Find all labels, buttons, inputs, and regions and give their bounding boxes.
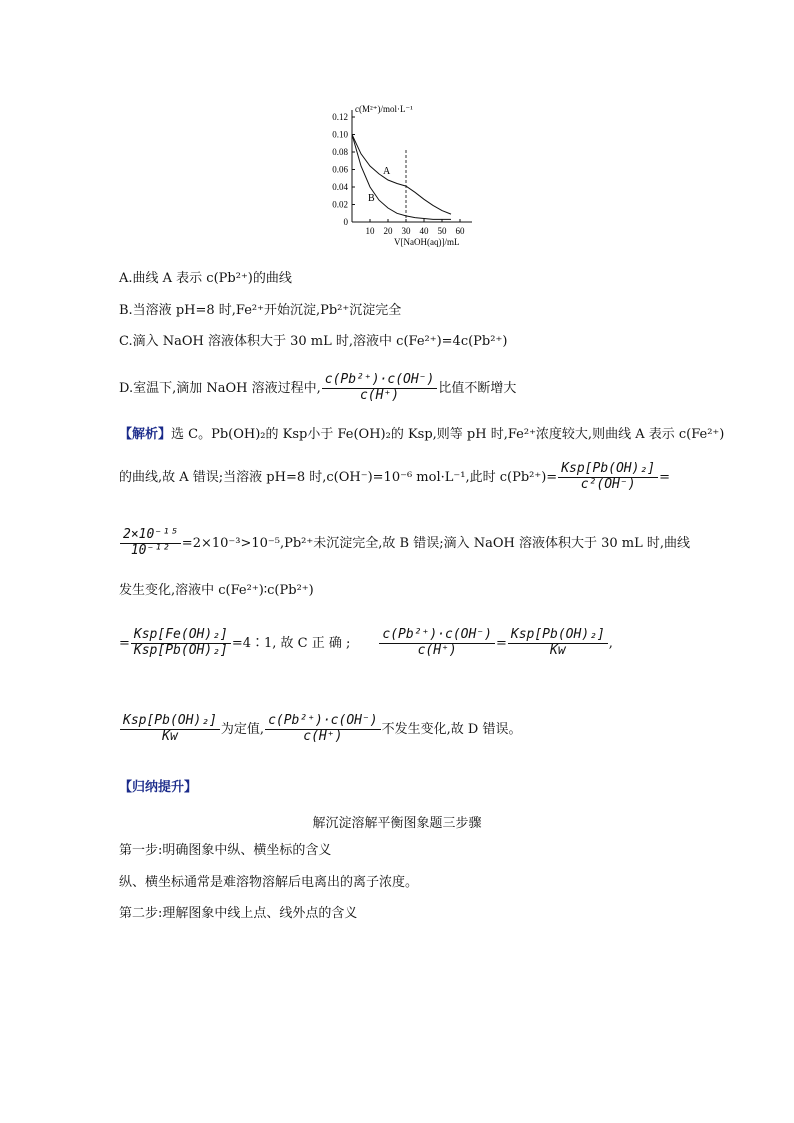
fraction-denominator: Kw [162,728,178,744]
equals-sign: = [659,469,671,485]
fraction-denominator: 10⁻¹² [130,542,170,558]
option-d-prefix: D.室温下,滴加 NaOH 溶液过程中, [119,380,321,396]
option-d-fraction [322,373,438,404]
analysis-text-3: =2×10⁻³>10⁻⁵,Pb²⁺未沉淀完全,故 B 错误;滴入 NaOH 溶液体积大于 30 mL 时,曲线 [181,535,690,551]
fraction-denominator: c(H⁺) [417,642,457,658]
analysis-line-6 [119,714,521,745]
fraction-numerator: Ksp[Fe(OH)₂] [131,628,231,644]
analysis-text-2: 的曲线,故 A 错误;当溶液 pH=8 时,c(OH⁻)=10⁻⁶ mol·L⁻¹,此时 c(Pb²⁺)= [119,469,558,485]
fraction-denominator: c(H⁺) [359,387,400,403]
summary-heading: 解沉淀溶解平衡图象题三步骤 [312,816,482,831]
fraction-denominator: Ksp[Pb(OH)₂] [133,642,228,658]
y-tick-label: 0.12 [332,112,348,122]
x-tick-label: 60 [455,226,465,236]
fraction-denominator: c²(OH⁻) [580,476,636,492]
ksp-ratio-fraction [131,628,231,659]
option-b: B.当溶液 pH=8 时,Fe²⁺开始沉淀,Pb²⁺沉淀完全 [119,303,402,318]
option-c: C.滴入 NaOH 溶液体积大于 30 mL 时,溶液中 c(Fe²⁺)=4c(Pb²⁺) [119,334,508,349]
summary-step-1: 第一步:明确图象中纵、横坐标的含义 [119,843,332,858]
equals-sign: = [119,635,130,651]
ion-product-fraction [379,628,495,659]
summary-step-2: 第二步:理解图象中线上点、线外点的含义 [119,906,358,921]
fraction-denominator: c(H⁺) [303,728,343,744]
fraction-numerator: Ksp[Pb(OH)₂] [508,628,608,644]
curve-a [352,135,451,215]
y-tick-label: 0.06 [332,164,348,175]
value-fraction [120,528,181,559]
analysis-line-4: 发生变化,溶液中 c(Fe²⁺)∶c(Pb²⁺) [119,583,314,598]
fraction-numerator: c(Pb²⁺)·c(OH⁻) [379,628,495,644]
fraction-numerator: c(Pb²⁺)·c(OH⁻) [322,373,438,389]
analysis-text-1: 选 C。Pb(OH)₂的 Ksp小于 Fe(OH)₂的 Ksp,则等 pH 时,Fe²⁺浓度较大,则曲线 A 表示 c(Fe²⁺) [171,427,725,442]
ksp-fraction [558,462,658,493]
curve-a-label: A [383,166,391,177]
y-axis-label: c(M²⁺)/mol·L⁻¹ [355,104,413,114]
x-tick-label: 20 [383,226,393,236]
option-d [119,373,516,404]
x-tick-label: 40 [419,226,429,236]
ksp-kw-fraction [508,628,608,659]
fraction-numerator: 2×10⁻¹⁵ [120,528,181,544]
concentration-chart [0,0,794,260]
ksp-kw-fraction [120,714,220,745]
equals-sign: = [495,635,507,651]
x-tick-label: 30 [401,226,411,236]
analysis-line-5 [119,628,613,659]
x-tick-label: 50 [437,226,447,236]
fraction-numerator: Ksp[Pb(OH)₂] [120,714,220,730]
analysis-line-2 [119,462,670,493]
y-tick-label: 0.08 [332,147,348,157]
summary-tag [119,781,197,794]
analysis-tag: 【解析】 [119,427,172,442]
fraction-denominator: Kw [550,642,566,658]
summary-step-1-detail: 纵、横坐标通常是难溶物溶解后电离出的离子浓度。 [119,875,419,890]
y-tick-label: 0.02 [332,199,348,210]
ion-product-fraction [265,714,381,745]
curve-b-label: B [368,193,375,204]
y-tick-label: 0.10 [332,129,348,140]
analysis-text-5: =4∶1, 故 C 正 确 ; [231,635,351,651]
summary-tag-text: 【归纳提升】 [119,780,198,795]
fraction-numerator: Ksp[Pb(OH)₂] [558,462,658,478]
option-d-suffix: 比值不断增大 [438,380,517,396]
chart-curves [352,135,451,220]
analysis-text-6-end: 不发生变化,故 D 错误。 [381,721,522,737]
fraction-numerator: c(Pb²⁺)·c(OH⁻) [265,714,381,730]
option-a: A.曲线 A 表示 c(Pb²⁺)的曲线 [119,271,292,286]
analysis-line-1 [119,428,724,441]
comma: , [608,635,613,651]
x-tick-label: 10 [365,226,375,236]
y-tick-label: 0.04 [332,182,348,192]
x-axis-label: V[NaOH(aq)]/mL [394,237,460,247]
analysis-line-3 [119,528,690,559]
y-tick-label: 0 [343,217,348,227]
analysis-text-6: 为定值, [220,721,265,737]
